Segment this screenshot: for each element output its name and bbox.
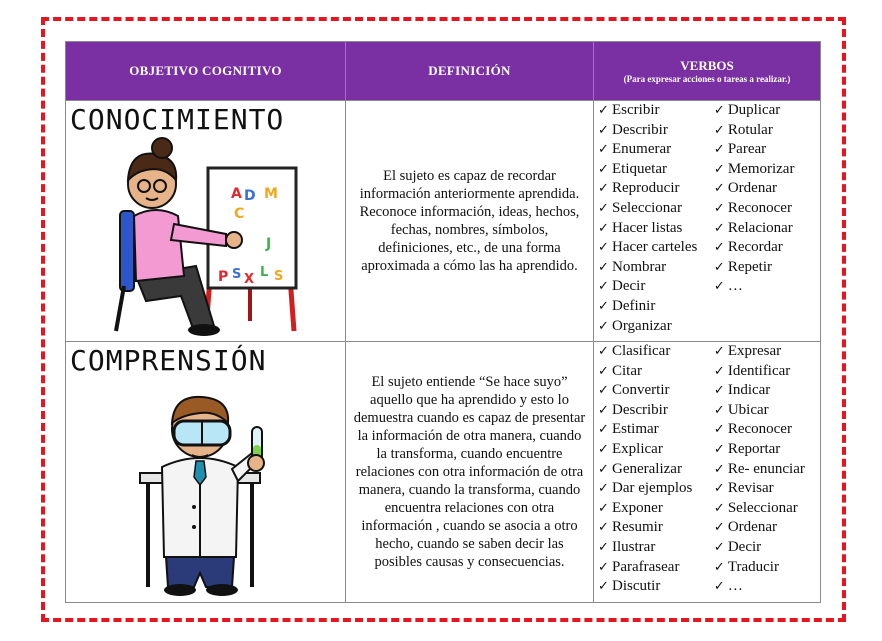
check-icon: ✓ [713, 402, 725, 418]
verb-label: Revisar [727, 480, 774, 497]
check-icon: ✓ [598, 318, 609, 334]
check-icon: ✓ [713, 383, 725, 399]
check-icon: ✓ [598, 383, 609, 399]
verb-label: Reportar [727, 440, 781, 457]
verb-label: Ilustrar [612, 538, 656, 555]
check-icon: ✓ [713, 539, 725, 555]
board-letter: M [264, 186, 278, 202]
objective-cell [66, 342, 346, 603]
verb-item [598, 179, 714, 199]
check-icon: ✓ [598, 240, 609, 256]
verbs-column-1 [598, 101, 714, 336]
verb-item [714, 258, 820, 278]
verbs-list [594, 342, 820, 597]
verb-item [598, 140, 714, 160]
verb-label: Recordar [727, 239, 783, 256]
definition-cell [346, 101, 594, 342]
check-icon: ✓ [713, 161, 725, 177]
verb-label: Escribir [612, 102, 660, 118]
verb-label: Reconocer [727, 199, 792, 216]
verb-item [714, 401, 820, 421]
verb-item [598, 121, 714, 141]
verb-label: Ordenar [727, 180, 777, 197]
verb-label: Generalizar [612, 460, 682, 477]
definition-cell [346, 342, 594, 603]
verb-label: Definir [612, 297, 656, 314]
verb-label: Resumir [612, 519, 663, 536]
verb-item [598, 577, 714, 597]
check-icon: ✓ [598, 259, 609, 275]
verb-item [714, 420, 820, 440]
verbs-column-2 [714, 101, 820, 336]
check-icon: ✓ [598, 200, 609, 216]
header-verbos-subtitle: (Para expresar acciones o tareas a realizar.) [623, 73, 791, 84]
verb-label: Reproducir [612, 180, 680, 197]
verb-item [714, 499, 820, 519]
verb-label: … [727, 578, 743, 595]
bloom-table [65, 41, 821, 603]
check-icon: ✓ [598, 402, 609, 418]
verb-label: Traducir [727, 558, 779, 575]
verb-label: Decir [612, 278, 646, 295]
verb-item [598, 258, 714, 278]
verb-label: Etiquetar [612, 160, 667, 177]
scientist-illustration [66, 377, 345, 602]
level-title: COMPRENSIÓN [70, 344, 267, 377]
check-icon: ✓ [598, 520, 609, 536]
check-icon: ✓ [713, 200, 725, 216]
verb-label: Describir [612, 401, 668, 418]
check-icon: ✓ [713, 559, 725, 575]
verb-item [714, 179, 820, 199]
check-icon: ✓ [713, 481, 725, 497]
verb-item [598, 101, 714, 121]
header-verbos-title: VERBOS [680, 57, 734, 73]
board-letter: P [218, 269, 229, 285]
verb-label: Decir [727, 538, 762, 555]
verb-label: Identificar [727, 362, 791, 379]
board-letter: S [232, 267, 242, 282]
check-icon: ✓ [713, 579, 725, 595]
check-icon: ✓ [598, 279, 609, 295]
verb-item [714, 558, 820, 578]
verb-label: Memorizar [727, 160, 795, 177]
verb-item [714, 238, 820, 258]
check-icon: ✓ [713, 279, 725, 295]
verb-label: Enumerar [612, 141, 672, 158]
verb-label: Citar [612, 362, 642, 379]
check-icon: ✓ [713, 500, 725, 516]
verb-item [598, 558, 714, 578]
check-icon: ✓ [598, 181, 609, 197]
check-icon: ✓ [713, 181, 725, 197]
check-icon: ✓ [598, 441, 609, 457]
verb-item [598, 440, 714, 460]
verb-label: Seleccionar [727, 499, 798, 516]
verb-item [598, 199, 714, 219]
verb-label: Indicar [727, 382, 771, 399]
board-letter: D [244, 188, 256, 204]
definition-text: El sujeto es capaz de recordar información anteriormente aprendida. Reconoce información, ideas, hechos, fechas, nombres, símbolos, definiciones, etc., de una forma aproximada a cómo las ha aprendido. [359, 168, 580, 274]
verbs-column-1 [598, 342, 714, 597]
verb-item [598, 401, 714, 421]
board-letter: A [231, 186, 242, 202]
header-verbos [594, 42, 821, 101]
check-icon: ✓ [598, 363, 609, 379]
board-letter: C [234, 206, 245, 222]
check-icon: ✓ [598, 103, 609, 118]
verb-label: Organizar [612, 317, 672, 334]
verb-item [714, 101, 820, 121]
verb-label: Discutir [612, 578, 661, 595]
board-letter: X [244, 272, 255, 287]
verb-item [598, 219, 714, 239]
board-letter: S [274, 269, 284, 284]
verb-item [714, 140, 820, 160]
verb-item [598, 499, 714, 519]
header-objetivo: OBJETIVO COGNITIVO [66, 42, 346, 101]
verbs-column-2 [714, 342, 820, 597]
board-letter: L [260, 265, 269, 280]
verb-item [598, 381, 714, 401]
definition-text: El sujeto entiende “Se hace suyo” aquello que ha aprendido y esto lo demuestra cuando es capaz de presentar la información de otra manera, cuando la transforma, cuando encuentre relaciones con otra información de otra manera, cuando la transforma, cuando encuentra relaciones con otra información , cuando se asocia a otro hecho, cuando se saben decir las posibles causas y consecuencias. [353, 374, 586, 570]
verb-label: Duplicar [727, 102, 781, 118]
table-row [66, 101, 821, 342]
verb-label: Rotular [727, 121, 773, 138]
verb-label: Re- enunciar [727, 460, 805, 477]
check-icon: ✓ [713, 520, 725, 536]
verb-item [714, 460, 820, 480]
header-row [66, 42, 821, 101]
level-title: CONOCIMIENTO [70, 103, 285, 136]
check-icon: ✓ [713, 259, 725, 275]
check-icon: ✓ [713, 461, 725, 477]
verb-item [714, 121, 820, 141]
verb-label: Nombrar [612, 258, 667, 275]
check-icon: ✓ [598, 161, 609, 177]
check-icon: ✓ [713, 142, 725, 158]
verb-item [714, 577, 820, 597]
check-icon: ✓ [598, 539, 609, 555]
check-icon: ✓ [713, 122, 725, 138]
table-row [66, 342, 821, 603]
check-icon: ✓ [598, 559, 609, 575]
check-icon: ✓ [598, 422, 609, 438]
verb-label: Describir [612, 121, 668, 138]
check-icon: ✓ [713, 344, 725, 359]
verb-label: Explicar [612, 440, 663, 457]
verb-label: Relacionar [727, 219, 793, 236]
verb-item [598, 518, 714, 538]
verb-label: Expresar [727, 343, 782, 359]
check-icon: ✓ [598, 481, 609, 497]
verbs-list [594, 101, 820, 336]
verbs-cell [594, 101, 821, 342]
verb-item [598, 420, 714, 440]
verbs-cell [594, 342, 821, 603]
verb-label: Estimar [612, 421, 659, 438]
verb-label: Hacer listas [612, 219, 683, 236]
verb-item [714, 277, 820, 297]
check-icon: ✓ [598, 142, 609, 158]
check-icon: ✓ [713, 363, 725, 379]
board-letter: J [266, 236, 272, 252]
verb-item [714, 381, 820, 401]
verb-item [598, 362, 714, 382]
check-icon: ✓ [598, 122, 609, 138]
check-icon: ✓ [713, 422, 725, 438]
verb-item [714, 362, 820, 382]
verb-label: Dar ejemplos [612, 480, 693, 497]
verb-label: Exponer [612, 499, 663, 516]
verb-item [714, 538, 820, 558]
verb-item [598, 342, 714, 362]
verb-label: Parafrasear [612, 558, 680, 575]
verb-label: Clasificar [612, 343, 671, 359]
verb-item [598, 160, 714, 180]
verb-label: Repetir [727, 258, 772, 275]
verb-label: … [727, 278, 743, 295]
check-icon: ✓ [598, 500, 609, 516]
check-icon: ✓ [598, 220, 609, 236]
verb-item [714, 440, 820, 460]
verb-item [598, 479, 714, 499]
check-icon: ✓ [598, 579, 609, 595]
verb-label: Ordenar [727, 519, 777, 536]
check-icon: ✓ [713, 441, 725, 457]
check-icon: ✓ [713, 240, 725, 256]
verb-label: Parear [727, 141, 767, 158]
check-icon: ✓ [713, 220, 725, 236]
check-icon: ✓ [713, 103, 725, 118]
check-icon: ✓ [598, 344, 609, 359]
teacher-illustration [66, 136, 345, 341]
verb-item [598, 238, 714, 258]
verb-label: Convertir [612, 382, 670, 399]
verb-label: Reconocer [727, 421, 792, 438]
check-icon: ✓ [598, 298, 609, 314]
verb-item [598, 538, 714, 558]
header-definicion: DEFINICIÓN [346, 42, 594, 101]
verb-item [714, 342, 820, 362]
verb-item [714, 160, 820, 180]
verb-item [598, 317, 714, 337]
verb-item [714, 219, 820, 239]
verb-item [714, 479, 820, 499]
check-icon: ✓ [598, 461, 609, 477]
verb-label: Ubicar [727, 401, 769, 418]
verb-label: Seleccionar [612, 199, 682, 216]
verb-item [598, 277, 714, 297]
verb-label: Hacer carteles [612, 239, 698, 256]
objective-cell [66, 101, 346, 342]
verb-item [714, 199, 820, 219]
verb-item [714, 518, 820, 538]
verb-item [598, 460, 714, 480]
verb-item [598, 297, 714, 317]
